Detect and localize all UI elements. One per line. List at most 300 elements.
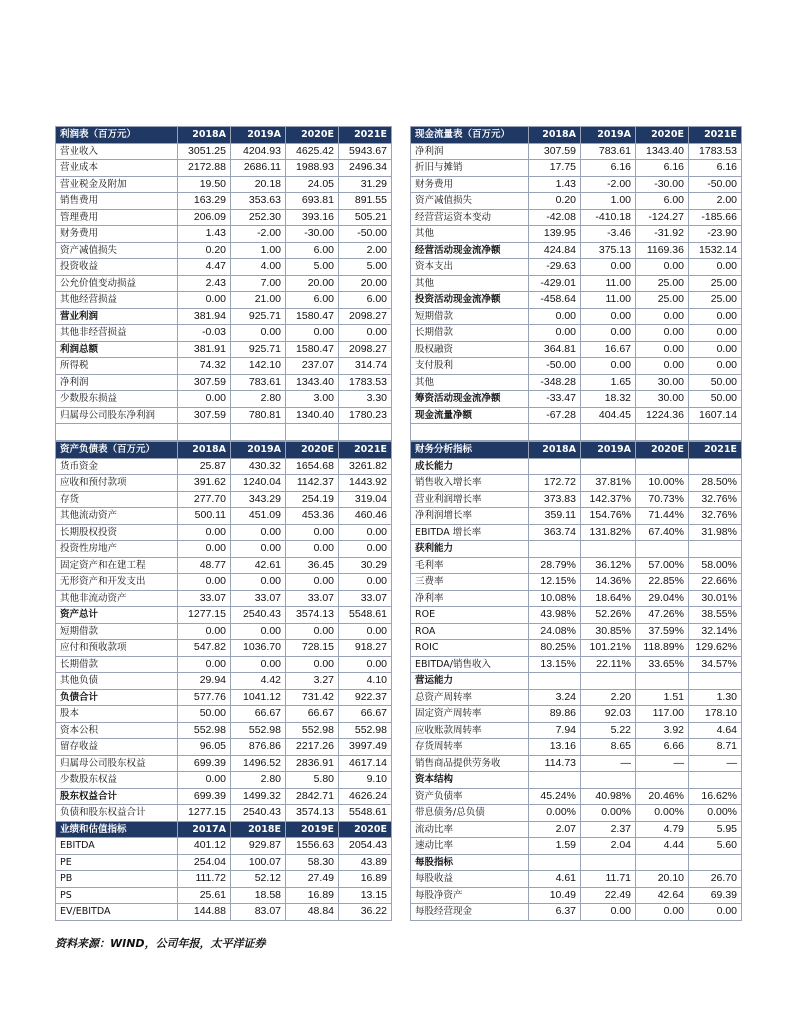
cell-value: 30.00 [636, 391, 689, 408]
cell-value: 0.00 [339, 541, 392, 558]
table-row [56, 541, 392, 558]
cell-value: 876.86 [231, 739, 286, 756]
table-row [56, 358, 392, 375]
cell-value: 163.29 [178, 193, 231, 210]
cell-value: 1.00 [581, 193, 636, 210]
cell-value: 4617.14 [339, 755, 392, 772]
cell-value: 453.36 [286, 508, 339, 525]
table-row [56, 788, 392, 805]
cell-value: -30.00 [636, 176, 689, 193]
cash-flow-table [410, 126, 742, 441]
cell-value: 22.85% [636, 574, 689, 591]
cell-value: 0.20 [529, 193, 581, 210]
table-row [411, 557, 742, 574]
row-label: 资产减值损失 [56, 242, 178, 259]
table-row [56, 226, 392, 243]
cell-value: 31.29 [339, 176, 392, 193]
cell-value: 1.65 [581, 374, 636, 391]
cell-value: -3.46 [581, 226, 636, 243]
cell-value: 0.00 [339, 574, 392, 591]
column-header: 2017A [178, 821, 231, 838]
cell-value: 33.07 [339, 590, 392, 607]
section-row [411, 458, 742, 475]
row-label: 每股收益 [411, 871, 529, 888]
cell-value [529, 541, 581, 558]
cell-value: 0.00% [636, 805, 689, 822]
cell-value: 20.00 [339, 275, 392, 292]
cell-value: 0.00 [689, 341, 742, 358]
cell-value [689, 772, 742, 789]
cell-value: 2.07 [529, 821, 581, 838]
row-label: 其他 [411, 226, 529, 243]
cell-value: 307.59 [178, 407, 231, 424]
section-row [411, 541, 742, 558]
cell-value: 139.95 [529, 226, 581, 243]
cell-value: -29.63 [529, 259, 581, 276]
section-row [411, 673, 742, 690]
cell-value: 0.00 [178, 656, 231, 673]
cell-value: 3.27 [286, 673, 339, 690]
row-label: 毛利率 [411, 557, 529, 574]
cell-value: 16.67 [581, 341, 636, 358]
cell-value: -42.08 [529, 209, 581, 226]
cell-value: 154.76% [581, 508, 636, 525]
cell-value: 1532.14 [689, 242, 742, 259]
cell-value: 3.24 [529, 689, 581, 706]
cell-value: 2.80 [231, 772, 286, 789]
table-row [411, 176, 742, 193]
cell-value: 206.09 [178, 209, 231, 226]
cell-value: 307.59 [529, 143, 581, 160]
cell-value: 1.59 [529, 838, 581, 855]
cell-value: 96.05 [178, 739, 231, 756]
cell-value: 22.11% [581, 656, 636, 673]
cell-value: 1.51 [636, 689, 689, 706]
cell-value: 36.22 [339, 904, 392, 921]
empty-cell [231, 424, 286, 441]
cell-value: 25.00 [689, 292, 742, 309]
cell-value: 460.46 [339, 508, 392, 525]
cell-value: 1.43 [529, 176, 581, 193]
cell-value: 5.00 [286, 259, 339, 276]
cell-value: 2098.27 [339, 308, 392, 325]
cell-value: 4626.24 [339, 788, 392, 805]
column-header: 2019A [231, 127, 286, 144]
table-row [56, 805, 392, 822]
table-row [56, 706, 392, 723]
cell-value: 89.86 [529, 706, 581, 723]
cell-value: 28.79% [529, 557, 581, 574]
cell-value: 2686.11 [231, 160, 286, 177]
table-row [56, 590, 392, 607]
table-row [411, 242, 742, 259]
cell-value: -23.90 [689, 226, 742, 243]
table-header-row [411, 442, 742, 459]
row-label: 营运能力 [411, 673, 529, 690]
row-label: 股东权益合计 [56, 788, 178, 805]
cell-value: 6.00 [636, 193, 689, 210]
cell-value: 25.00 [636, 275, 689, 292]
row-label: 营业成本 [56, 160, 178, 177]
table-row [56, 574, 392, 591]
cell-value: 25.00 [636, 292, 689, 309]
financial-ratios-table [410, 441, 742, 921]
cell-value: 118.89% [636, 640, 689, 657]
cell-value: -67.28 [529, 407, 581, 424]
cell-value: 3574.13 [286, 607, 339, 624]
cell-value: 780.81 [231, 407, 286, 424]
row-label: 经营营运资本变动 [411, 209, 529, 226]
cell-value: 66.67 [231, 706, 286, 723]
table-row [56, 673, 392, 690]
column-header: 2019E [286, 821, 339, 838]
table-row [56, 755, 392, 772]
cell-value: 43.98% [529, 607, 581, 624]
cell-value: 1277.15 [178, 607, 231, 624]
cell-value: 353.63 [231, 193, 286, 210]
section-row [411, 854, 742, 871]
table-header-row [56, 442, 392, 459]
table-row [56, 275, 392, 292]
cell-value: 32.14% [689, 623, 742, 640]
cell-value: 58.30 [286, 854, 339, 871]
cell-value: 0.00 [339, 325, 392, 342]
table-row [411, 358, 742, 375]
cell-value [689, 541, 742, 558]
row-label: 资本支出 [411, 259, 529, 276]
cell-value: 5548.61 [339, 607, 392, 624]
cell-value [636, 854, 689, 871]
cell-value: 26.70 [689, 871, 742, 888]
cell-value: 424.84 [529, 242, 581, 259]
cell-value: 1340.40 [286, 407, 339, 424]
cell-value: 0.00 [581, 358, 636, 375]
income-statement-table [55, 126, 392, 441]
cell-value: 364.81 [529, 341, 581, 358]
cell-value: 0.00 [286, 574, 339, 591]
cell-value: 3051.25 [178, 143, 231, 160]
cell-value: 2098.27 [339, 341, 392, 358]
row-label: 成长能力 [411, 458, 529, 475]
row-label: 归属母公司股东净利润 [56, 407, 178, 424]
table-row [56, 143, 392, 160]
cell-value: 1277.15 [178, 805, 231, 822]
cell-value: 783.61 [231, 374, 286, 391]
cell-value: 0.00 [286, 623, 339, 640]
cell-value: 0.00 [529, 308, 581, 325]
cell-value: 401.12 [178, 838, 231, 855]
table-header-row [56, 127, 392, 144]
row-label: 获利能力 [411, 541, 529, 558]
cell-value: 925.71 [231, 341, 286, 358]
cell-value: 393.16 [286, 209, 339, 226]
cell-value: 18.32 [581, 391, 636, 408]
row-label: 资产负债率 [411, 788, 529, 805]
empty-cell [178, 424, 231, 441]
spacer-row [411, 424, 742, 441]
cell-value: 0.00 [339, 623, 392, 640]
table-row [56, 259, 392, 276]
table-title: 财务分析指标 [411, 442, 529, 459]
cell-value: 277.70 [178, 491, 231, 508]
table-row [411, 656, 742, 673]
table-row [56, 904, 392, 921]
row-label: 少数股东损益 [56, 391, 178, 408]
table-row [411, 341, 742, 358]
table-row [411, 607, 742, 624]
cell-value: 48.77 [178, 557, 231, 574]
column-header: 2021E [339, 127, 392, 144]
cell-value: 43.89 [339, 854, 392, 871]
row-label: 少数股东权益 [56, 772, 178, 789]
cell-value: 32.76% [689, 491, 742, 508]
column-header: 2020E [286, 442, 339, 459]
cell-value: 4.44 [636, 838, 689, 855]
table-row [411, 160, 742, 177]
row-label: 每股净资产 [411, 887, 529, 904]
cell-value: 6.16 [581, 160, 636, 177]
cell-value: 4.79 [636, 821, 689, 838]
cell-value: 100.07 [231, 854, 286, 871]
table-row [411, 887, 742, 904]
cell-value: 7.00 [231, 275, 286, 292]
cell-value: 0.00 [286, 541, 339, 558]
cell-value: 45.24% [529, 788, 581, 805]
cell-value: 359.11 [529, 508, 581, 525]
row-label: 其他经营损益 [56, 292, 178, 309]
cell-value: 0.00 [689, 308, 742, 325]
cell-value: 4625.42 [286, 143, 339, 160]
empty-cell [689, 424, 742, 441]
table-row [56, 308, 392, 325]
empty-cell [339, 424, 392, 441]
cell-value: 30.85% [581, 623, 636, 640]
cell-value: 14.36% [581, 574, 636, 591]
row-label: PB [56, 871, 178, 888]
table-row [56, 475, 392, 492]
row-label: 固定资产和在建工程 [56, 557, 178, 574]
cell-value: 1496.52 [231, 755, 286, 772]
table-row [411, 689, 742, 706]
cell-value: -458.64 [529, 292, 581, 309]
row-label: 资本公积 [56, 722, 178, 739]
cell-value: 3261.82 [339, 458, 392, 475]
table-row [56, 374, 392, 391]
cell-value: 1988.93 [286, 160, 339, 177]
row-label: 营业利润增长率 [411, 491, 529, 508]
row-label: 折旧与摊销 [411, 160, 529, 177]
cell-value: 699.39 [178, 755, 231, 772]
table-row [411, 706, 742, 723]
row-label: 销售商品提供劳务收 [411, 755, 529, 772]
table-row [56, 871, 392, 888]
cell-value: 10.00% [636, 475, 689, 492]
cell-value: 1343.40 [286, 374, 339, 391]
empty-cell [56, 424, 178, 441]
cell-value: 16.89 [339, 871, 392, 888]
table-title: 业绩和估值指标 [56, 821, 178, 838]
table-row [56, 176, 392, 193]
cell-value: 52.26% [581, 607, 636, 624]
cell-value: 3.00 [286, 391, 339, 408]
cell-value: 1580.47 [286, 341, 339, 358]
cell-value: 33.07 [231, 590, 286, 607]
row-label: EBITDA [56, 838, 178, 855]
cell-value: 131.82% [581, 524, 636, 541]
row-label: 长期借款 [56, 656, 178, 673]
row-label: 投资活动现金流净额 [411, 292, 529, 309]
cell-value: 80.25% [529, 640, 581, 657]
row-label: 营业收入 [56, 143, 178, 160]
row-label: EV/EBITDA [56, 904, 178, 921]
cell-value: -50.00 [339, 226, 392, 243]
cell-value [636, 458, 689, 475]
cell-value: 47.26% [636, 607, 689, 624]
table-row [411, 574, 742, 591]
cell-value: 2.43 [178, 275, 231, 292]
cell-value: 918.27 [339, 640, 392, 657]
cell-value: -185.66 [689, 209, 742, 226]
table-row [411, 788, 742, 805]
table-row [411, 508, 742, 525]
cell-value: 2842.71 [286, 788, 339, 805]
table-row [56, 739, 392, 756]
cell-value: 172.72 [529, 475, 581, 492]
row-label: 净利润增长率 [411, 508, 529, 525]
row-label: 其他非流动资产 [56, 590, 178, 607]
cell-value: 48.84 [286, 904, 339, 921]
empty-cell [581, 424, 636, 441]
cell-value [529, 673, 581, 690]
cell-value: — [581, 755, 636, 772]
cell-value: 25.00 [689, 275, 742, 292]
cell-value: 2.04 [581, 838, 636, 855]
cell-value: 343.29 [231, 491, 286, 508]
table-row [56, 854, 392, 871]
row-label: 长期借款 [411, 325, 529, 342]
column-header: 2018A [529, 442, 581, 459]
cell-value: 42.61 [231, 557, 286, 574]
table-row [411, 391, 742, 408]
row-label: 股本 [56, 706, 178, 723]
row-label: 筹资活动现金流净额 [411, 391, 529, 408]
cell-value: 24.05 [286, 176, 339, 193]
cell-value: 50.00 [178, 706, 231, 723]
cell-value: 9.10 [339, 772, 392, 789]
table-row [411, 374, 742, 391]
cell-value: 2496.34 [339, 160, 392, 177]
table-row [411, 805, 742, 822]
table-row [56, 557, 392, 574]
cell-value: 20.00 [286, 275, 339, 292]
cell-value: 2836.91 [286, 755, 339, 772]
cell-value: 314.74 [339, 358, 392, 375]
cell-value: -429.01 [529, 275, 581, 292]
cell-value: 254.19 [286, 491, 339, 508]
cell-value: 1780.23 [339, 407, 392, 424]
cell-value: 25.61 [178, 887, 231, 904]
cell-value: 731.42 [286, 689, 339, 706]
cell-value: 30.00 [636, 374, 689, 391]
cell-value [636, 541, 689, 558]
table-row [56, 407, 392, 424]
table-row [56, 607, 392, 624]
cell-value: 36.45 [286, 557, 339, 574]
row-label: 留存收益 [56, 739, 178, 756]
cell-value: 6.00 [286, 242, 339, 259]
cell-value: 1142.37 [286, 475, 339, 492]
cell-value: 0.20 [178, 242, 231, 259]
cell-value: 0.00 [178, 623, 231, 640]
cell-value: 0.00 [689, 358, 742, 375]
cell-value: 783.61 [581, 143, 636, 160]
cell-value: 922.37 [339, 689, 392, 706]
cell-value: 0.00% [581, 805, 636, 822]
cell-value: 0.00 [529, 325, 581, 342]
cell-value: 16.89 [286, 887, 339, 904]
cell-value: 391.62 [178, 475, 231, 492]
cell-value: 0.00 [178, 772, 231, 789]
cell-value: 30.01% [689, 590, 742, 607]
row-label: 速动比率 [411, 838, 529, 855]
table-row [411, 590, 742, 607]
empty-cell [636, 424, 689, 441]
cell-value: 83.07 [231, 904, 286, 921]
cell-value: 17.75 [529, 160, 581, 177]
cell-value: 4.61 [529, 871, 581, 888]
row-label: 归属母公司股东权益 [56, 755, 178, 772]
row-label: 长期股权投资 [56, 524, 178, 541]
table-row [411, 722, 742, 739]
cell-value: 11.00 [581, 275, 636, 292]
cell-value: 129.62% [689, 640, 742, 657]
table-row [56, 656, 392, 673]
cell-value: 5.95 [689, 821, 742, 838]
cell-value: -2.00 [231, 226, 286, 243]
cell-value: 178.10 [689, 706, 742, 723]
table-row [411, 143, 742, 160]
table-title: 现金流量表（百万元） [411, 127, 529, 144]
cell-value: -30.00 [286, 226, 339, 243]
cell-value: -410.18 [581, 209, 636, 226]
cell-value: -31.92 [636, 226, 689, 243]
row-label: 三费率 [411, 574, 529, 591]
cell-value: 0.00 [178, 574, 231, 591]
cell-value: 10.08% [529, 590, 581, 607]
row-label: 其他负债 [56, 673, 178, 690]
cell-value: 1783.53 [339, 374, 392, 391]
table-row [411, 871, 742, 888]
cell-value: 0.00 [636, 259, 689, 276]
cell-value: 50.00 [689, 374, 742, 391]
cell-value: 27.49 [286, 871, 339, 888]
cell-value: 13.15 [339, 887, 392, 904]
cell-value: 2.00 [339, 242, 392, 259]
cell-value: 6.66 [636, 739, 689, 756]
table-row [411, 308, 742, 325]
cell-value: 3574.13 [286, 805, 339, 822]
row-label: 净利润 [56, 374, 178, 391]
cell-value: 3.30 [339, 391, 392, 408]
cell-value: 42.64 [636, 887, 689, 904]
column-header: 2020E [286, 127, 339, 144]
table-row [56, 391, 392, 408]
column-header: 2018A [178, 127, 231, 144]
table-row [411, 640, 742, 657]
row-label: 净利润 [411, 143, 529, 160]
cell-value: 1580.47 [286, 308, 339, 325]
table-row [56, 722, 392, 739]
